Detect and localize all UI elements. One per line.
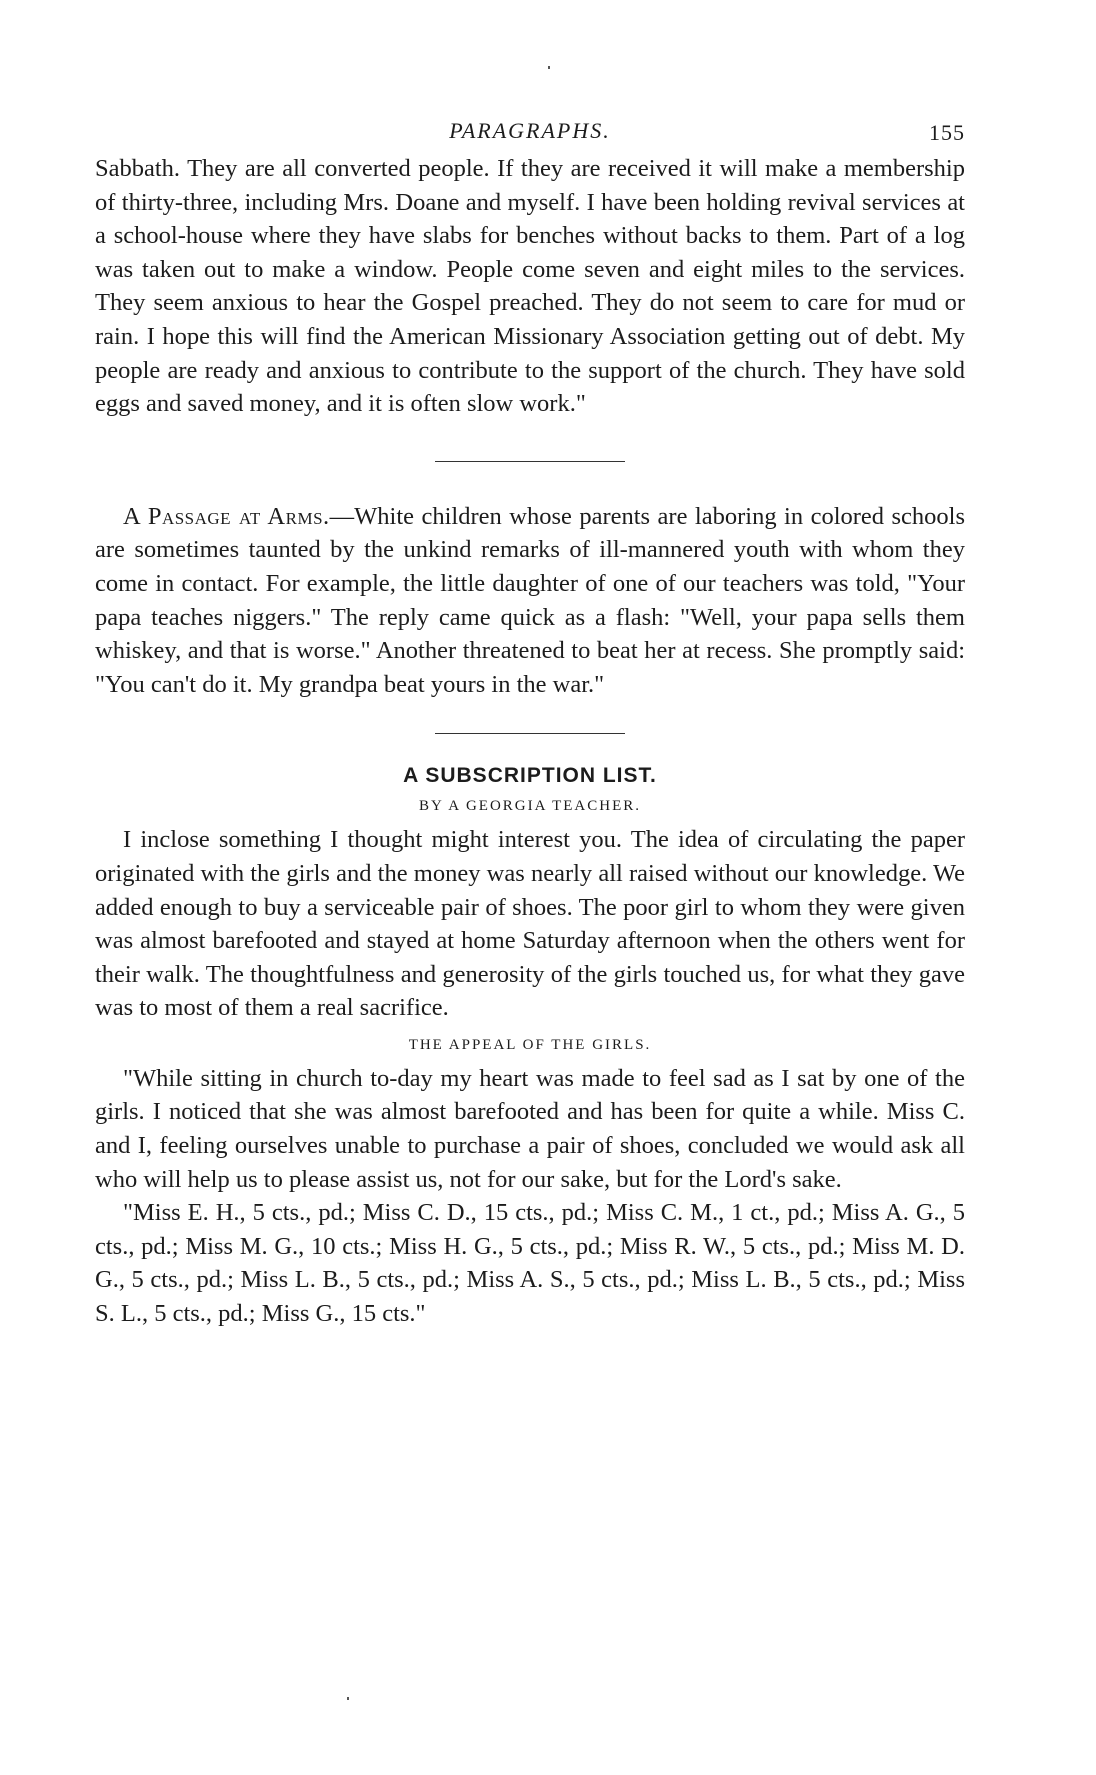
print-speck: [548, 66, 550, 69]
section-divider: [435, 461, 625, 462]
page-header: [95, 112, 965, 152]
passage-at-arms-paragraph: [95, 500, 965, 702]
subscription-intro-paragraph: I inclose something I thought might interest you. The idea of circulating the paper originated with the girls and the money was nearly all raised without our knowledge. We added enough to buy a serviceable pair of shoes. The poor girl to whom they were given was almost barefooted and stayed at home Saturday afternoon when the others went for their walk. The thoughtfulness and generosity of the girls touched us, for what they gave was to most of them a real sacrifice.: [95, 826, 965, 1022]
passage-at-arms-title: A Passage at Arms.: [123, 502, 330, 530]
appeal-paragraph: "While sitting in church to-day my heart was made to feel sad as I sat by one of the girls. I noticed that she was almost barefooted and has been for quite a while. Miss C. and I, feeling ourselves unable to purchase a pair of shoes, concluded we would ask all who will help us to please assist us, not for our sake, but for the Lord's sake.: [95, 1064, 965, 1193]
section-divider: [435, 733, 625, 734]
subscription-list-paragraph: "Miss E. H., 5 cts., pd.; Miss C. D., 15 cts., pd.; Miss C. M., 1 ct., pd.; Miss A. G., 5 cts., pd.; Miss M. G., 10 cts.; Miss H. G., 5 cts., pd.; Miss R. W., 5 cts., pd.; Miss M. D. G., 5 cts., pd.; Miss L. B., 5 cts., pd.; Miss A. S., 5 cts., pd.; Miss L. B., 5 cts., pd.; Miss S. L., 5 cts., pd.; Miss G., 15 cts.": [95, 1199, 965, 1328]
subscription-list-heading: A SUBSCRIPTION LIST.: [403, 764, 657, 788]
passage-at-arms-text: —White children whose parents are laboring in colored schools are sometimes taunted by the unkind remarks of ill-mannered youth with whom they come in contact. For example, the little daughter of one of our teachers was told, "Your papa teaches niggers." The reply came quick as a flash: "Well, your papa sells them whiskey, and that is worse." Another threatened to beat her at recess. She promptly said: "You can't do it. My grandpa beat yours in the war.": [95, 502, 966, 698]
book-page: [95, 112, 965, 1331]
page-number: 155: [929, 120, 965, 145]
running-title: PARAGRAPHS.: [449, 118, 611, 143]
appeal-subheading: THE APPEAL OF THE GIRLS.: [408, 1036, 652, 1053]
print-speck: [347, 1697, 349, 1700]
letter-continuation-paragraph: Sabbath. They are all converted people. If they are received it will make a membership of thirty-three, including Mrs. Doane and myself. I have been holding revival services at a school-house where they have slabs for benches without backs to them. Part of a log was taken out to make a window. People come seven and eight miles to the services. They seem anxious to hear the Gospel preached. They do not seem to care for mud or rain. I hope this will find the American Missionary Association getting out of debt. My people are ready and anxious to contribute to the support of the church. They have sold eggs and saved money, and it is often slow work.": [95, 155, 965, 418]
byline: BY A GEORGIA TEACHER.: [418, 798, 641, 815]
